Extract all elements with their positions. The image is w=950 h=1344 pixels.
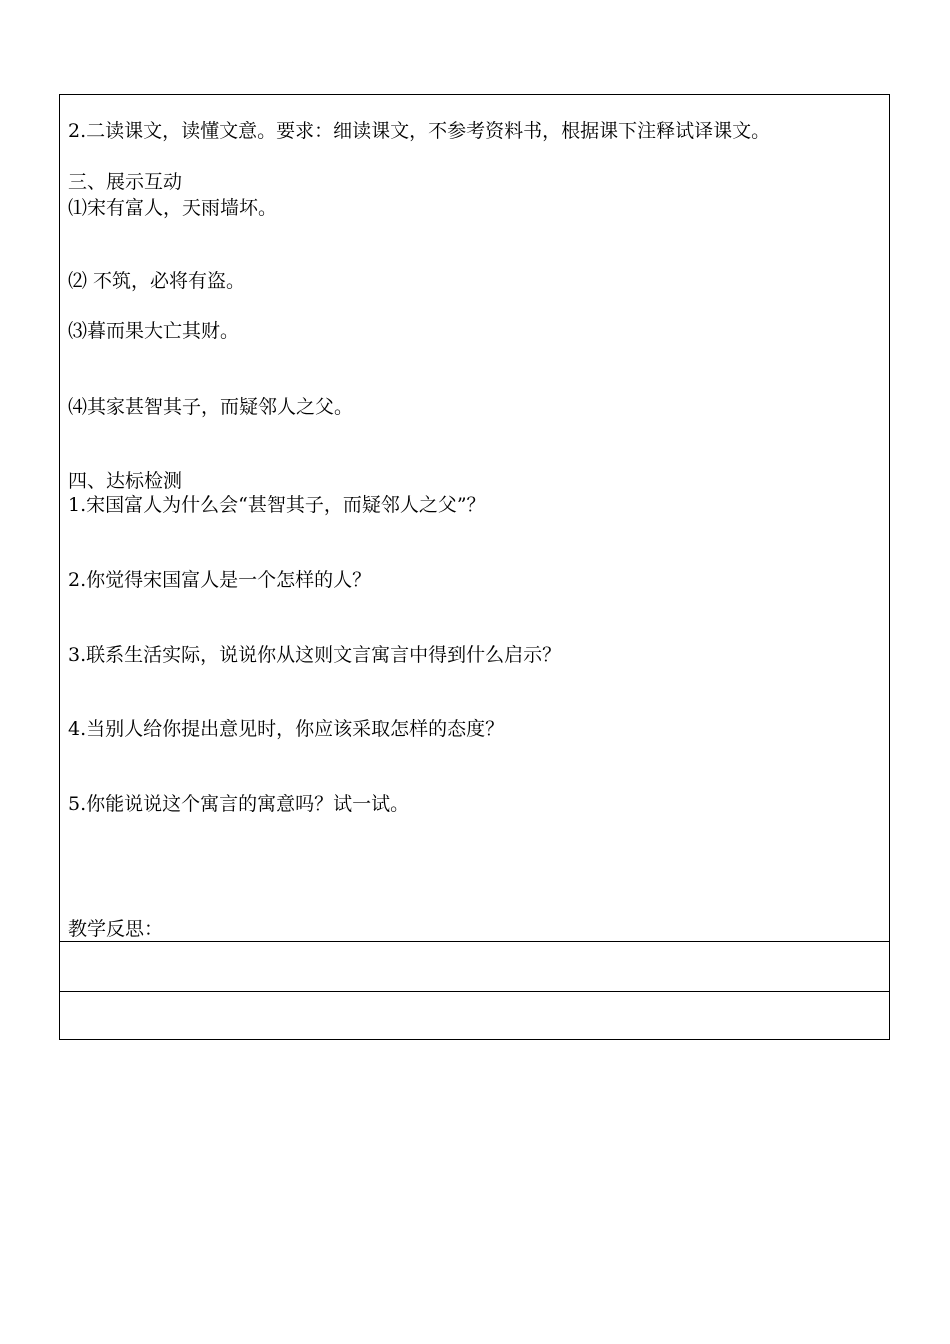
translation-item-2: ⑵ 不筑，必将有盗。: [68, 270, 246, 292]
question-5: 5.你能说说这个寓言的寓意吗？试一试。: [68, 793, 410, 815]
translation-item-3: ⑶暮而果大亡其财。: [68, 320, 240, 342]
reflection-row-divider: [60, 941, 889, 942]
step2-reading-instruction: 2.二读课文，读懂文意。要求：细读课文，不参考资料书，根据课下注释试译课文。: [68, 120, 771, 142]
translation-item-4: ⑷其家甚智其子，而疑邻人之父。: [68, 396, 354, 418]
reflection-row-divider: [60, 991, 889, 992]
question-3: 3.联系生活实际，说说你从这则文言寓言中得到什么启示？: [68, 644, 562, 666]
section4-heading: 四、达标检测: [68, 470, 183, 492]
question-4: 4.当别人给你提出意见时，你应该采取怎样的态度？: [68, 718, 505, 740]
lesson-table: [59, 94, 890, 1040]
reflection-label: 教学反思：: [68, 918, 164, 940]
question-2: 2.你觉得宋国富人是一个怎样的人？: [68, 569, 372, 591]
section3-heading: 三、展示互动: [68, 171, 183, 193]
translation-item-1: ⑴宋有富人，天雨墙坏。: [68, 197, 278, 219]
question-1: 1.宋国富人为什么会“甚智其子，而疑邻人之父”？: [68, 494, 486, 516]
